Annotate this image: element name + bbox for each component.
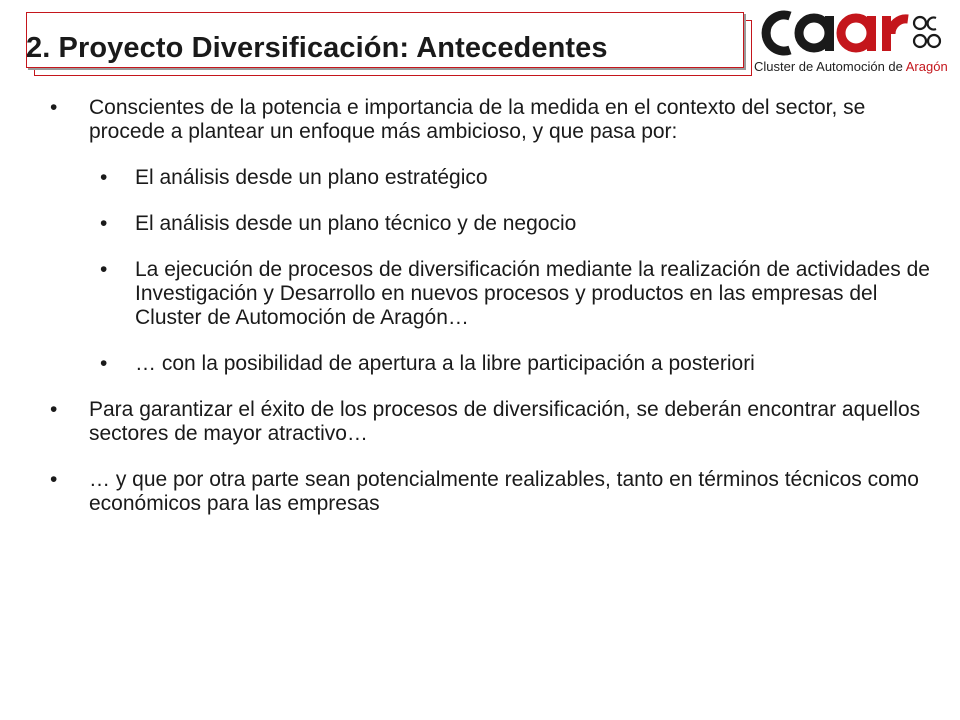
bullet-symbol: • — [50, 96, 58, 119]
bullet-text: … y que por otra parte sean potencialmente realizables, tanto en términos técnicos como económicos para las empresas — [89, 468, 919, 515]
logo-subtitle-black: Cluster de Automoción de — [754, 59, 906, 74]
logo-subtitle-red: Aragón — [905, 59, 948, 74]
bullet-symbol: • — [100, 212, 108, 235]
bullet-text: El análisis desde un plano estratégico — [135, 166, 488, 189]
caar-logo — [750, 2, 955, 80]
logo-subtitle — [754, 59, 948, 74]
sub-bullet-item — [50, 212, 930, 236]
bullet-text: Conscientes de la potencia e importancia de la medida en el contexto del sector, se procede a plantear un enfoque más ambicioso, y que pasa por: — [89, 96, 866, 143]
logo-wordmark: caar — [750, 2, 752, 3]
bullet-item — [50, 96, 930, 144]
bullet-symbol: • — [50, 468, 58, 491]
sub-bullet-item — [50, 352, 930, 376]
bullet-text: El análisis desde un plano técnico y de negocio — [135, 212, 577, 235]
bullet-text: … con la posibilidad de apertura a la libre participación a posteriori — [135, 352, 755, 375]
caar-logo-mark — [750, 2, 955, 62]
bullet-symbol: • — [50, 398, 58, 421]
bullet-item — [50, 398, 930, 446]
slide-body — [50, 96, 930, 538]
bullet-text: Para garantizar el éxito de los procesos de diversificación, se deberán encontrar aquellos sectores de mayor atractivo… — [89, 398, 921, 445]
bullet-symbol: • — [100, 166, 108, 189]
sub-bullet-item — [50, 258, 930, 330]
bullet-symbol: • — [100, 352, 108, 375]
slide-title-frame — [20, 10, 755, 78]
bullet-text: La ejecución de procesos de diversificación mediante la realización de actividades de Investigación y Desarrollo en nuevos procesos y productos en las empresas del Cluster de Automoción de Aragón… — [135, 258, 930, 329]
bullet-item — [50, 468, 930, 516]
sub-bullet-item — [50, 166, 930, 190]
bullet-symbol: • — [100, 258, 108, 281]
slide-title: 2. Proyecto Diversificación: Antecedentes — [26, 32, 608, 64]
